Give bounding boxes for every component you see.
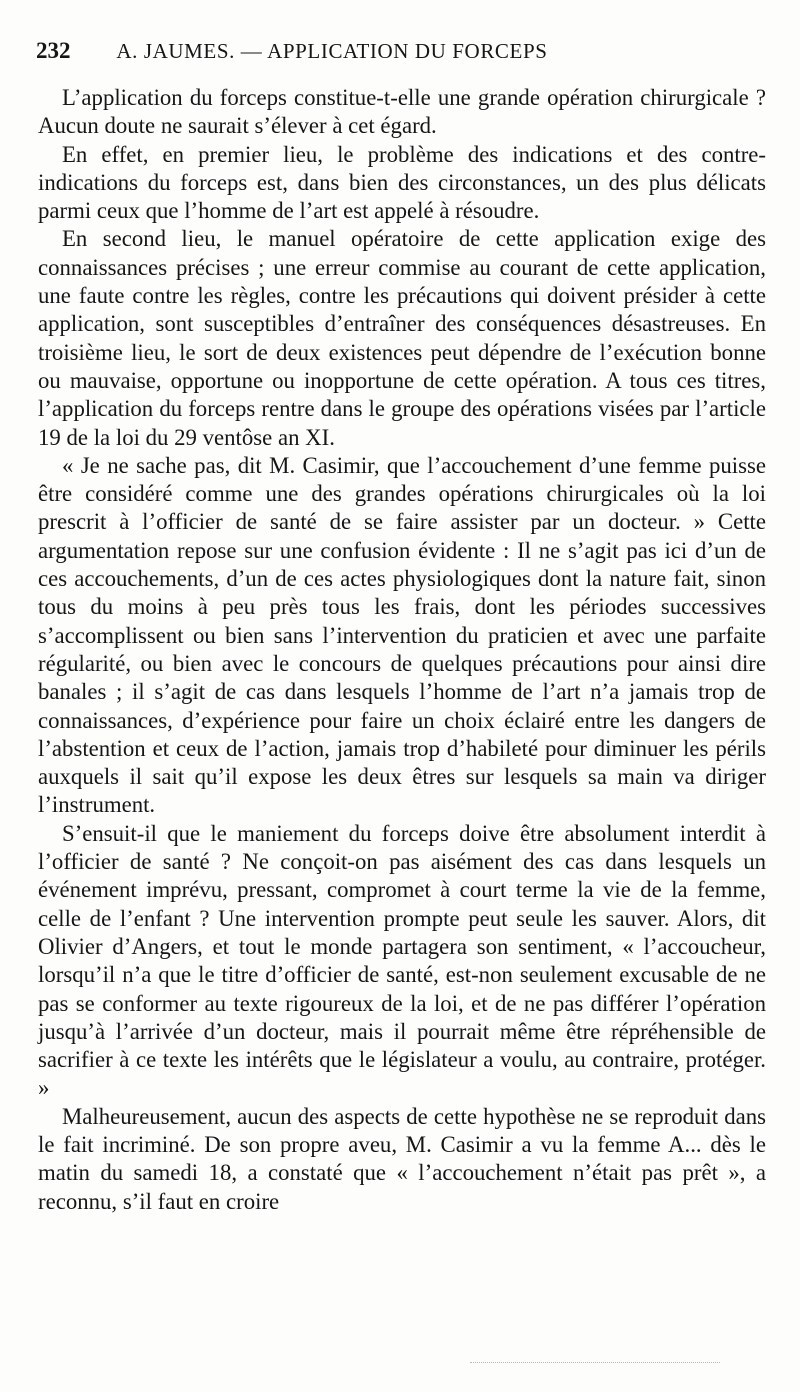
paragraph: L’application du forceps constitue-t-elle une grande opération chirurgicale ? Aucun doute ne saurait s’élever à cet égard. <box>38 85 766 139</box>
bleed-through-mark <box>470 1362 720 1363</box>
paragraph: S’ensuit-il que le maniement du forceps doive être absolument interdit à l’officier de santé ? Ne conçoit-on pas aisément des cas dans lesquels un événement imprévu, pressant, compromet à court terme la vie de la femme, celle de l’enfant ? Une intervention prompte peut seule les sauver. Alors, dit Olivier d’Angers, et tout le monde partagera son sentiment, « l’accoucheur, lorsqu’il n’a que le titre d’officier de santé, est-non seulement excusable de ne pas se conformer au texte rigoureux de la loi, et de ne pas différer l’opération jusqu’à l’arrivée d’un docteur, mais il pourrait même être répréhensible de sacrifier à ce texte les intérêts que le législateur a voulu, au contraire, protéger. » <box>38 820 766 1101</box>
body-text <box>38 84 766 1216</box>
running-head <box>36 38 776 72</box>
paragraph: « Je ne sache pas, dit M. Casimir, que l’accouchement d’une femme puisse être considéré comme une des grandes opérations chirurgicales où la loi prescrit à l’officier de santé de se faire assister par un docteur. » Cette argumentation repose sur une confusion évidente : Il ne s’agit pas ici d’un de ces accouchements, d’un de ces actes physiologiques dont la nature fait, sinon tous du moins à peu près tous les frais, dont les périodes successives s’accomplissent ou bien sans l’intervention du praticien et avec une parfaite régularité, ou bien avec le concours de quelques précautions pour ainsi dire banales ; il s’agit de cas dans lesquels l’homme de l’art n’a jamais trop de connaissances, d’expérience pour faire un choix éclairé entre les dangers de l’abstention et ceux de l’action, jamais trop d’habileté pour diminuer les périls auxquels il sait qu’il expose les deux êtres sur lesquels sa main va diriger l’instrument. <box>38 452 766 818</box>
paragraph: En effet, en premier lieu, le problème des indications et des contre-indications du forceps est, dans bien des circonstances, un des plus délicats parmi ceux que l’homme de l’art est appelé à résoudre. <box>38 141 766 224</box>
running-title: A. JAUMES. — APPLICATION DU FORCEPS <box>116 39 548 63</box>
paragraph: En second lieu, le manuel opératoire de cette application exige des connaissances précises ; une erreur commise au courant de cette application, une faute contre les règles, contre les précautions qui doivent présider à cette application, sont susceptibles d’entraîner des conséquences désastreuses. En troisième lieu, le sort de deux existences peut dépendre de l’exécution bonne ou mauvaise, opportune ou inopportune de cette opération. A tous ces titres, l’application du forceps rentre dans le groupe des opérations visées par l’article 19 de la loi du 29 ventôse an XI. <box>38 226 766 450</box>
paragraph: Malheureusement, aucun des aspects de cette hypothèse ne se reproduit dans le fait incriminé. De son propre aveu, M. Casimir a vu la femme A... dès le matin du samedi 18, a constaté que « l’accouchement n’était pas prêt », a reconnu, s’il faut en croire <box>38 1103 766 1214</box>
page-number: 232 <box>36 38 71 63</box>
